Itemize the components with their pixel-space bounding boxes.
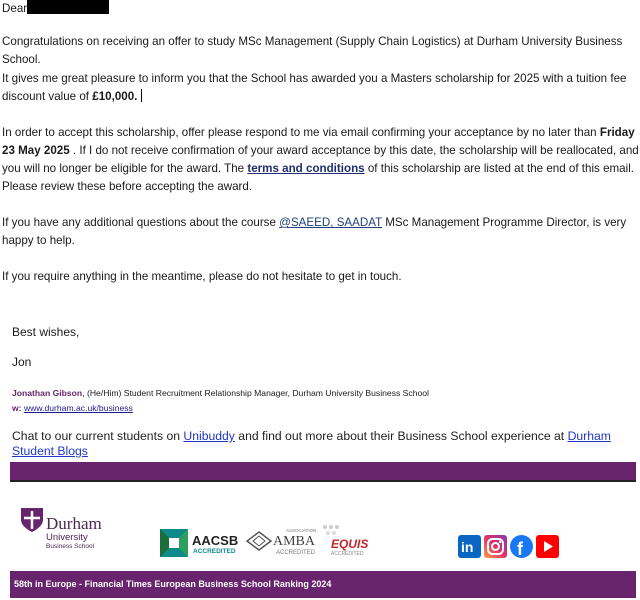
instagram-icon[interactable] xyxy=(484,535,507,558)
purple-divider-bar xyxy=(10,462,636,480)
amba-association: ASSOCIATION xyxy=(286,528,317,533)
amba-diamond-icon xyxy=(246,531,272,551)
acceptance-text-a: In order to accept this scholarship, offer please respond to me via email confirming your acceptance by no later than xyxy=(2,126,597,139)
paragraph-closing: If you require anything in the meantime, please do not hesitate to get in touch. xyxy=(2,270,402,283)
linkedin-icon[interactable] xyxy=(458,535,481,558)
signature-web-line xyxy=(12,403,133,413)
aacsb-accredited: ACCREDITED xyxy=(193,548,236,555)
thin-divider-line xyxy=(10,480,636,482)
questions-text-b: MSc Management Programme Director, is very happy to help. xyxy=(2,216,627,247)
greeting-line xyxy=(2,0,109,18)
student-blogs-link[interactable]: Durham Student Blogs xyxy=(12,429,611,458)
unibuddy-link[interactable]: Unibuddy xyxy=(183,429,235,443)
svg-text:f: f xyxy=(517,539,523,558)
durham-logo-business-school: Business School xyxy=(46,543,95,550)
paragraph-scholarship xyxy=(2,70,638,106)
scholarship-amount: £10,000. xyxy=(92,90,138,103)
acceptance-text-b: . If I do not receive confirmation of your award acceptance by this date, the scholarship will be reallocated, and you will no longer be eligible for the award. The xyxy=(2,144,639,175)
durham-logo[interactable] xyxy=(20,507,120,552)
aacsb-text: AACSB xyxy=(192,533,239,548)
equis-logo xyxy=(322,524,382,558)
terms-link[interactable]: terms and conditions xyxy=(247,162,365,175)
equis-dots-icon xyxy=(322,524,340,538)
web-link[interactable]: www.durham.ac.uk/business xyxy=(23,403,133,413)
youtube-icon[interactable] xyxy=(536,535,559,558)
questions-text-a: If you have any additional questions about the course xyxy=(2,216,276,229)
paragraph-congratulations: Congratulations on receiving an offer to study MSc Management (Supply Chain Logistics) at Durham University Business School. xyxy=(2,35,623,66)
sender-full-name: Jonathan Gibson xyxy=(12,388,83,398)
scholarship-text: It gives me great pleasure to inform you that the School has awarded you a Masters scholarship for 2025 with a tuition fee discount value of xyxy=(2,72,627,103)
text-cursor xyxy=(141,89,142,102)
amba-accredited: ACCREDITED xyxy=(276,550,316,556)
signature-title-line xyxy=(12,388,632,398)
paragraph-acceptance xyxy=(2,124,640,196)
durham-logo-name: Durham xyxy=(46,514,102,533)
svg-text:in: in xyxy=(461,539,474,555)
paragraph-questions xyxy=(2,214,638,250)
ranking-footer-bar: 58th in Europe - Financial Times European Business School Ranking 2024 xyxy=(10,571,636,598)
deadline-date: 23 May 2025 xyxy=(2,144,70,157)
amba-logo xyxy=(246,527,324,559)
chat-text-a: Chat to our current students on xyxy=(12,429,181,443)
acceptance-text-c: of this scholarship are listed at the end of this email. Please review these before accepting the award. xyxy=(2,162,634,193)
chat-text-b: and find out more about their Business School experience at xyxy=(238,429,565,443)
director-mention-link[interactable]: @SAEED, SAADAT xyxy=(279,216,383,229)
redacted-recipient-name xyxy=(27,0,109,14)
durham-shield-icon xyxy=(20,507,44,533)
facebook-icon[interactable] xyxy=(510,535,533,558)
sender-title: , (He/Him) Student Recruitment Relationship Manager, Durham University Business School xyxy=(82,388,429,398)
equis-accredited: ACCREDITED xyxy=(331,551,364,557)
sender-short-name: Jon xyxy=(12,355,32,369)
equis-text: EQUIS xyxy=(331,537,369,551)
durham-logo-university: University xyxy=(46,532,88,543)
closing-best-wishes: Best wishes, xyxy=(12,325,80,339)
deadline-day: Friday xyxy=(599,126,635,139)
aacsb-mark-icon xyxy=(160,529,188,557)
greeting-text: Dear xyxy=(2,2,28,15)
aacsb-logo xyxy=(160,527,250,559)
web-label: w: xyxy=(12,403,22,413)
amba-text: AMBA xyxy=(273,534,316,549)
chat-students-line xyxy=(12,429,622,459)
